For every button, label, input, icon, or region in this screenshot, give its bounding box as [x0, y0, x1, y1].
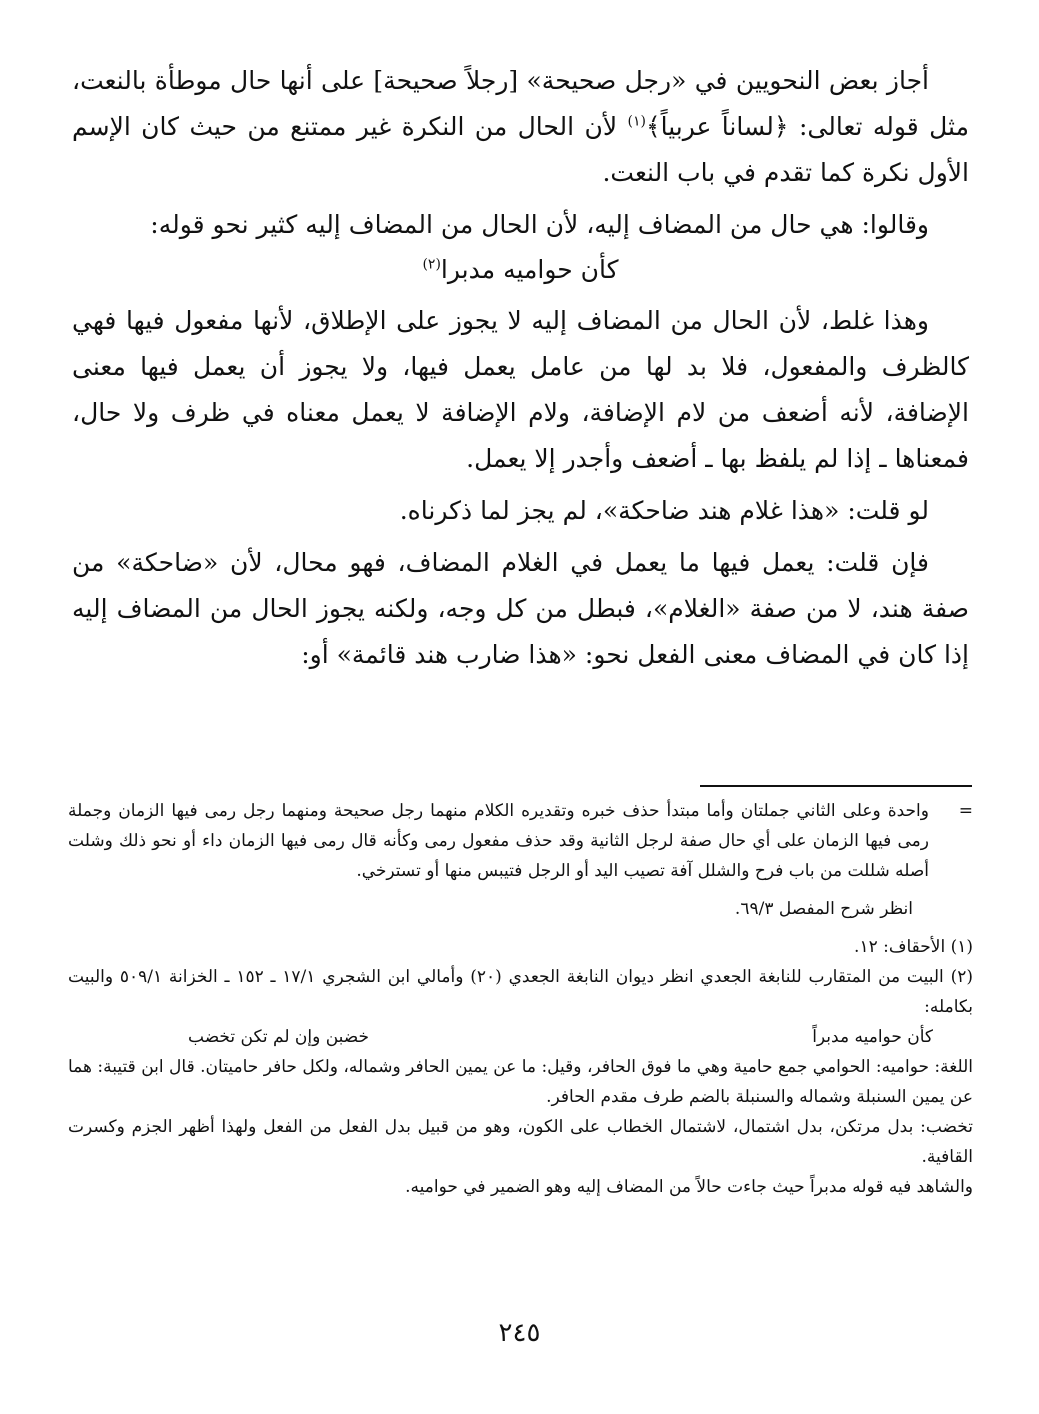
footnote-shahid: والشاهد فيه قوله مدبراً حيث جاءت حالاً من المضاف إليه وهو الضمير في حواميه.: [405, 1177, 973, 1197]
paragraph-5: فإن قلت: يعمل فيها ما يعمل في الغلام المضاف، فهو محال، لأن «ضاحكة» من صفة هند، لا من صفة «الغلام»، فبطل من كل وجه، ولكنه يجوز الحال من المضاف إليه إذا كان في المضاف معنى الفعل نحو: «هذا ضارب هند قائمة» أو:: [72, 548, 969, 669]
paragraph-2: وقالوا: هي حال من المضاف إليه، لأن الحال من المضاف إليه كثير نحو قوله:: [150, 210, 929, 239]
footnote-ref-2: (٢): [422, 256, 441, 273]
paragraph-1: أجاز بعض النحويين في «رجل صحيحة» [رجلاً صحيحة] على أنها حال موطأة بالنعت، مثل قوله تعالى: ﴿لساناً عربياً﴾$^{(١)}$ لأن الحال من النكرة غير ممتنع من حيث كان الإسم الأول نكرة كما تقدم في باب النعت.: [72, 66, 969, 187]
verse-first-hemistich: كأن حواميه مدبراً: [812, 1027, 933, 1047]
footnote-ref-1: (١): [627, 113, 646, 130]
footnote-lugha: اللغة: حواميه: الحوامي جمع حامية وهي ما فوق الحافر، وقيل: ما عن يمين الحافر وشماله، ولكل حافر حاميتان. قال ابن قتيبة: هما عن يمين السنبلة وشماله والسنبلة بالضم طرف مقدم الحافر.: [68, 1057, 973, 1107]
footnotes: [68, 796, 973, 1202]
footnote-verse: [68, 1022, 973, 1052]
continuation-mark: =: [958, 801, 973, 821]
footnote-1: (١) الأحقاف: ١٢.: [854, 937, 973, 957]
footnote-takhdib: تخضب: بدل مرتكن، بدل اشتمال، لاشتمال الخطاب على الكون، وهو من قبيل بدل الفعل من الفعل ولهذا أظهر الجزم وكسرت القافية.: [68, 1117, 973, 1167]
verse-line: كأن حواميه مدبرا$^{(٢)}$: [422, 255, 619, 284]
page-number: ٢٤٥: [498, 1318, 541, 1348]
footnote-separator: [700, 785, 972, 787]
footnote-continuation: = واحدة وعلى الثاني جملتان وأما مبتدأ حذف خبره وتقديره الكلام منهما رجل صحيحة ومنهما رجل رمى فيها الزمان وجملة رمى فيها الزمان على أي حال صفة لرجل الثانية وقد حذف مفعول رمى وكأنه قال رمى فيها الزمان داء أو نحو ذلك وشلت أصله شللت من باب فرح والشلل آفة تصيب اليد أو الرجل فتيبس منها أو تسترخي.: [68, 796, 973, 886]
paragraph-3: وهذا غلط، لأن الحال من المضاف إليه لا يجوز على الإطلاق، لأنها مفعول فيها فهي كالظرف والمفعول، فلا بد لها من عامل يعمل فيها، ولا يجوز أن يعمل فيها معنى الإضافة، لأنه أضعف من لام الإضافة، ولام الإضافة لا يعمل معناه في ظرف ولا حال، فمعناها ـ إذا لم يلفظ بها ـ أضعف وأجدر إلا يعمل.: [72, 306, 969, 473]
footnote-2: (٢) البيت من المتقارب للنابغة الجعدي انظر ديوان النابغة الجعدي (٢٠) وأمالي ابن الشجري ١٧/١ ـ ١٥٢ ـ الخزانة ٥٠٩/١ والبيت بكامله:: [68, 967, 973, 1017]
verse-second-hemistich: خضبن وإن لم تكن تخضب: [188, 1027, 370, 1047]
footnote-continuation-reference: انظر شرح المفصل ٦٩/٣.: [734, 899, 913, 919]
paragraph-4: لو قلت: «هذا غلام هند ضاحكة»، لم يجز لما ذكرناه.: [399, 496, 929, 525]
main-text: [72, 58, 969, 678]
